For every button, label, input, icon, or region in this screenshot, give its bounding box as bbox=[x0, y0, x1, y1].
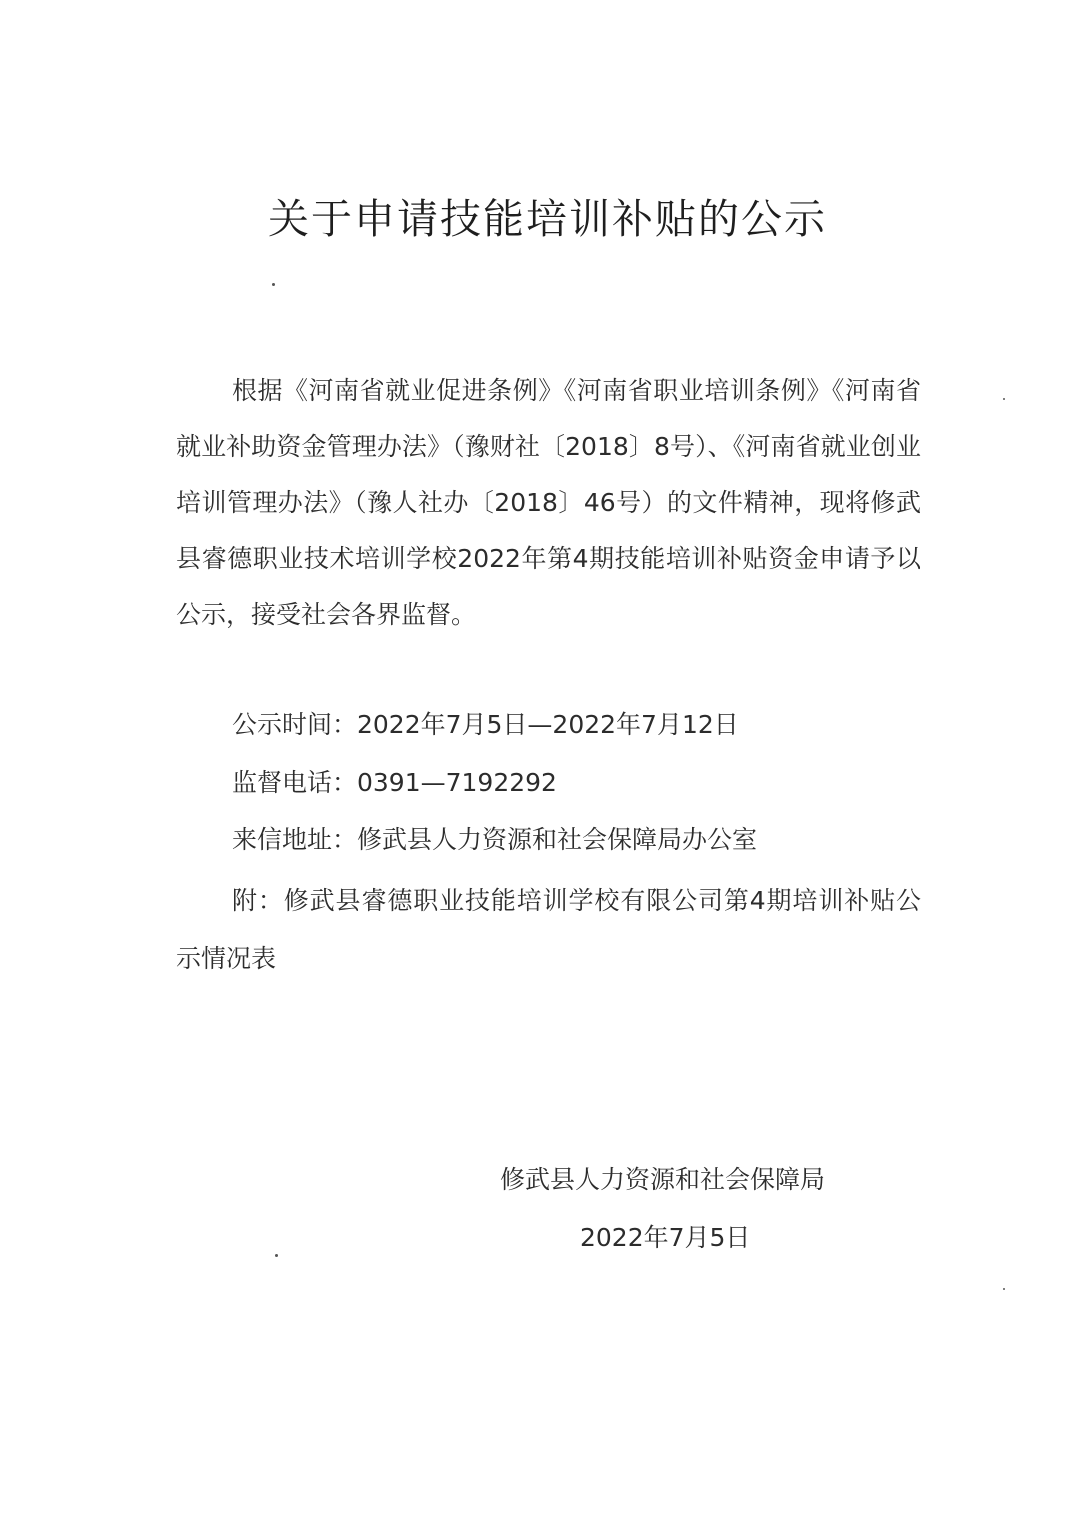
signature-date: 2022年7月5日 bbox=[580, 1223, 751, 1252]
scan-speck bbox=[1003, 398, 1005, 400]
letter-address-line: 来信地址：修武县人力资源和社会保障局办公室 bbox=[232, 825, 758, 854]
scan-speck bbox=[1003, 1288, 1005, 1290]
scan-speck bbox=[275, 1254, 278, 1257]
supervision-phone-line: 监督电话：0391—7192292 bbox=[232, 768, 557, 797]
document-title: 关于申请技能培训补贴的公示 bbox=[268, 195, 827, 243]
publicity-time-line: 公示时间：2022年7月5日—2022年7月12日 bbox=[232, 710, 739, 739]
scan-speck bbox=[272, 283, 275, 286]
attachment-line: 附：修武县睿德职业技能培训学校有限公司第4期培训补贴公示情况表 bbox=[176, 886, 921, 973]
document-body-paragraph: 根据《河南省就业促进条例》《河南省职业培训条例》《河南省就业补助资金管理办法》（豫财社〔2018〕8号）、《河南省就业创业培训管理办法》（豫人社办〔2018〕46号）的文件精神，现将修武县睿德职业技术培训学校2022年第4期技能培训补贴资金申请予以公示，接受社会各界监督。 bbox=[176, 376, 921, 629]
signature-organization: 修武县人力资源和社会保障局 bbox=[500, 1165, 826, 1194]
